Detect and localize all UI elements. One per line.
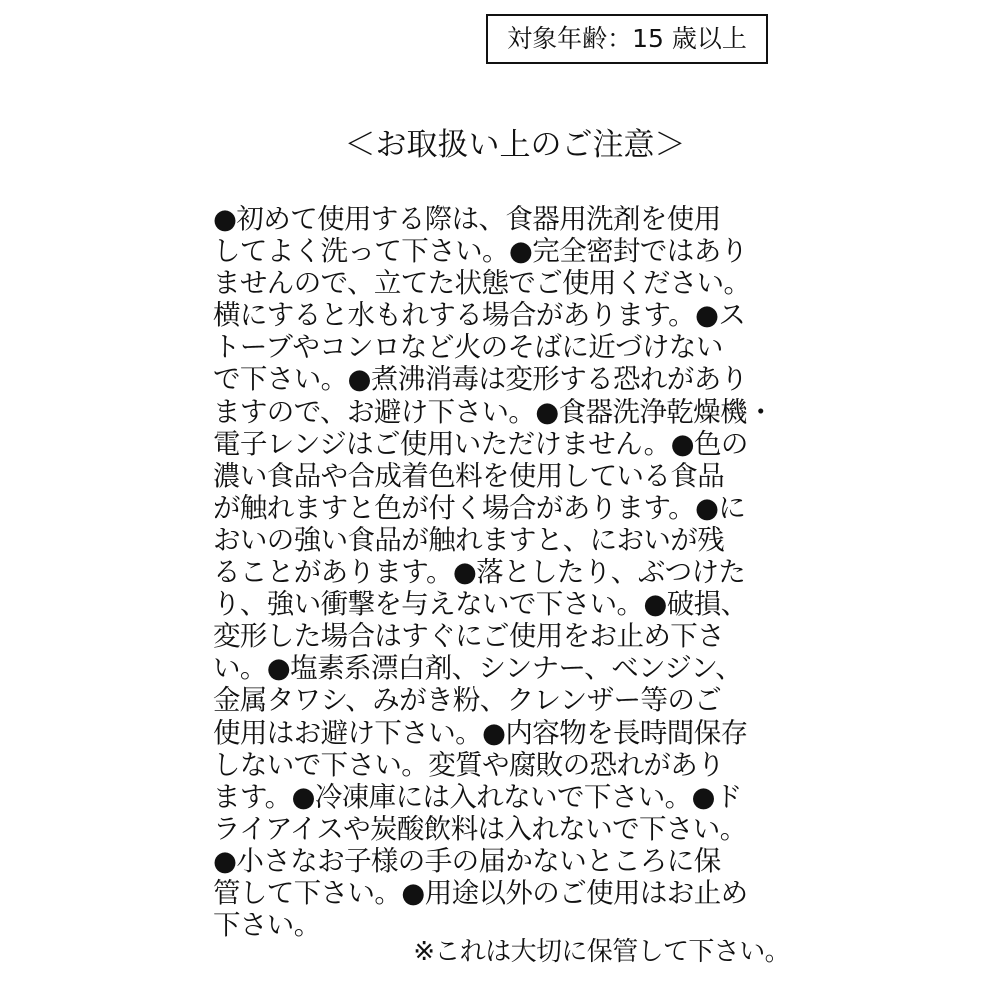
- caution-line: してよく洗って下さい。●完全密封ではあり: [213, 235, 748, 268]
- caution-line: が触れますと色が付く場合があります。●に: [213, 491, 746, 524]
- caution-line: ●初めて使用する際は、食器用洗剤を使用: [213, 203, 721, 235]
- caution-line: トーブやコンロなど火のそばに近づけない: [213, 331, 723, 364]
- caution-line: で下さい。●煮沸消毒は変形する恐れがあり: [213, 363, 748, 396]
- storage-footnote: ※これは大切に保管して下さい。: [413, 937, 790, 967]
- caution-line: 電子レンジはご使用いただけません。●色の: [213, 427, 748, 460]
- caution-line: 金属タワシ、みがき粉、クレンザー等のご: [213, 684, 722, 717]
- caution-line: 使用はお避け下さい。●内容物を長時間保存: [213, 716, 748, 749]
- caution-line: 横にすると水もれする場合があります。●ス: [213, 299, 746, 332]
- caution-line: り、強い衝撃を与えないで下さい。●破損、: [213, 588, 748, 621]
- caution-line: ますので、お避け下さい。●食器洗浄乾燥機・: [213, 395, 774, 428]
- caution-line: 濃い食品や合成着色料を使用している食品: [213, 459, 725, 492]
- age-notice-box: 対象年齢：15 歳以上: [486, 14, 768, 64]
- caution-line: ませんので、立てた状態でご使用ください。: [213, 267, 751, 300]
- caution-line: ることがあります。●落としたり、ぶつけた: [213, 556, 746, 589]
- caution-line: 下さい。: [213, 909, 321, 942]
- page-title: ＜お取扱い上のご注意＞: [344, 127, 686, 163]
- caution-line: しないで下さい。変質や腐敗の恐れがあり: [213, 748, 725, 781]
- caution-line: 変形した場合はすぐにご使用をお止め下さ: [213, 620, 725, 653]
- caution-line: 管して下さい。●用途以外のご使用はお止め: [213, 876, 748, 909]
- caution-line: ライアイスや炭酸飲料は入れないで下さい。: [213, 812, 747, 845]
- caution-line: ●小さなお子様の手の届かないところに保: [213, 844, 721, 877]
- caution-text: [213, 203, 813, 941]
- caution-line: ます。●冷凍庫には入れないで下さい。●ド: [213, 780, 742, 813]
- caution-line: おいの強い食品が触れますと、においが残: [213, 523, 725, 556]
- caution-line: い。●塩素系漂白剤、シンナー、ベンジン、: [213, 652, 743, 685]
